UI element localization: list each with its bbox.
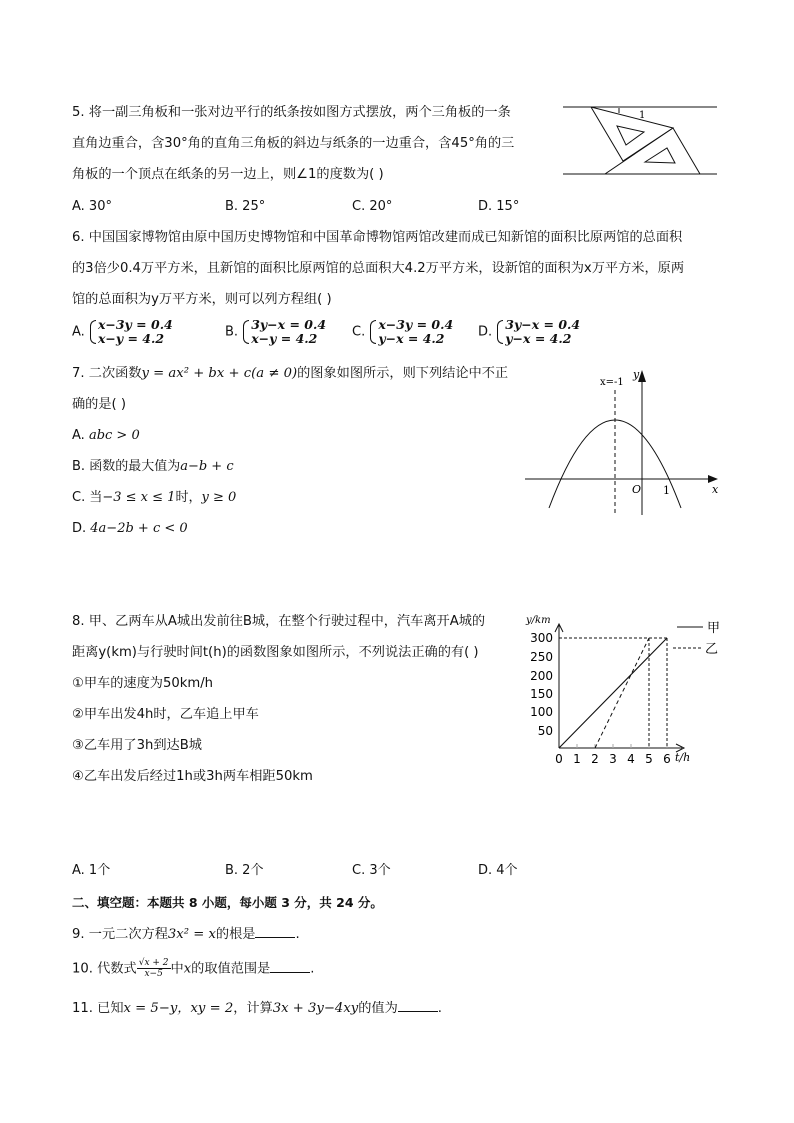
svg-text:x=-1: x=-1 [600,377,624,388]
q7-parabola-figure [520,360,730,520]
q5-line-3: 角板的一个顶点在纸条的另一边上，则∠1的度数为( ) [72,167,384,182]
svg-text:200: 200 [530,669,553,683]
q6-option-d: D. 3y−x = 0.4 y−x = 4.2 [478,317,581,346]
svg-text:0: 0 [555,752,563,766]
q5-option-d: D. 15° [478,199,520,214]
q8-option-b: B. 2个 [225,863,264,878]
q6-line-2: 的3倍少0.4万平方米，且新馆的面积比原两馆的总面积大4.2万平方米，设新馆的面积为x万平方米，原两 [72,261,685,276]
q5-triangle-figure [555,95,725,185]
svg-text:4: 4 [627,752,635,766]
q11-answer-blank[interactable] [398,999,438,1012]
q8-option-a: A. 1个 [72,863,111,878]
section-fill-in-title: 二、填空题：本题共 8 小题，每小题 3 分，共 24 分。 [72,895,383,910]
svg-text:y/km: y/km [526,615,551,626]
q6-line-1: 6. 中国国家博物馆由原中国历史博物馆和中国革命博物馆两馆改建而成已知新馆的面积比原两馆的总面积 [72,230,683,245]
q5-option-b: B. 25° [225,199,266,214]
svg-text:t/h: t/h [675,751,691,764]
q8-distance-time-chart [520,605,730,770]
q6-option-a: A. x−3y = 0.4 x−y = 4.2 [72,317,173,346]
svg-text:1: 1 [573,752,581,766]
svg-text:x: x [712,483,719,496]
q8-option-d: D. 4个 [478,863,518,878]
q8-statement-2: ②甲车出发4h时，乙车追上甲车 [72,707,259,722]
q5-line-2: 直角边重合，含30°角的直角三角板的斜边与纸条的一边重合，含45°角的三 [72,136,515,151]
q5-option-a: A. 30° [72,199,112,214]
svg-text:乙: 乙 [705,642,719,657]
q9-line: 9. 一元二次方程3x² = x的根是 . [72,927,300,942]
q8-statement-3: ③乙车用了3h到达B城 [72,738,202,753]
svg-text:300: 300 [530,631,553,645]
q8-statement-4: ④乙车出发后经过1h或3h两车相距50km [72,769,313,784]
q7-line-2: 确的是( ) [72,397,127,412]
svg-text:50: 50 [537,724,553,738]
svg-text:6: 6 [663,752,671,766]
q5-option-c: C. 20° [352,199,393,214]
svg-text:y: y [633,368,640,381]
q6-line-3: 馆的总面积为y万平方米，则可以列方程组( ) [72,292,332,307]
q10-answer-blank[interactable] [270,960,310,973]
q7-option-d: D. 4a−2b + c < 0 [72,521,188,536]
svg-text:5: 5 [645,752,653,766]
svg-text:O: O [632,483,642,496]
q6-option-c: C. x−3y = 0.4 y−x = 4.2 [352,317,454,346]
svg-text:1: 1 [639,110,646,121]
q5-line-1: 5. 将一副三角板和一张对边平行的纸条按如图方式摆放，两个三角板的一条 [72,105,511,120]
svg-text:甲: 甲 [707,621,721,636]
svg-text:100: 100 [530,705,553,719]
q11-line: 11. 已知x = 5−y，xy = 2，计算3x + 3y−4xy的值为 . [72,1001,442,1016]
svg-text:150: 150 [530,687,553,701]
q10-fraction: $\frac{√x + 2}{x-5}$ [138,958,169,979]
q8-line-2: 距离y(km)与行驶时间t(h)的函数图象如图所示，不列说法正确的有( ) [72,645,479,660]
q7-option-b: B. 函数的最大值为a−b + c [72,459,234,474]
q7-option-a: A. abc > 0 [72,428,140,443]
q6-option-b: B. 3y−x = 0.4 x−y = 4.2 [225,317,327,346]
q8-statement-1: ①甲车的速度为50km/h [72,676,214,691]
q8-option-c: C. 3个 [352,863,391,878]
q10-line: 10. 代数式 $\frac{√x + 2}{x-5}$ 中x的取值范围是 . [72,958,315,979]
svg-text:3: 3 [609,752,617,766]
svg-text:1: 1 [663,484,670,497]
q9-answer-blank[interactable] [255,925,295,938]
q7-line-1: 7. 二次函数y = ax² + bx + c(a ≠ 0)的图象如图所示，则下列结论中不正 [72,366,509,381]
svg-text:250: 250 [530,650,553,664]
svg-text:2: 2 [591,752,599,766]
q8-line-1: 8. 甲、乙两车从A城出发前往B城，在整个行驶过程中，汽车离开A城的 [72,614,486,629]
q7-option-c: C. 当−3 ≤ x ≤ 1时，y ≥ 0 [72,490,237,505]
